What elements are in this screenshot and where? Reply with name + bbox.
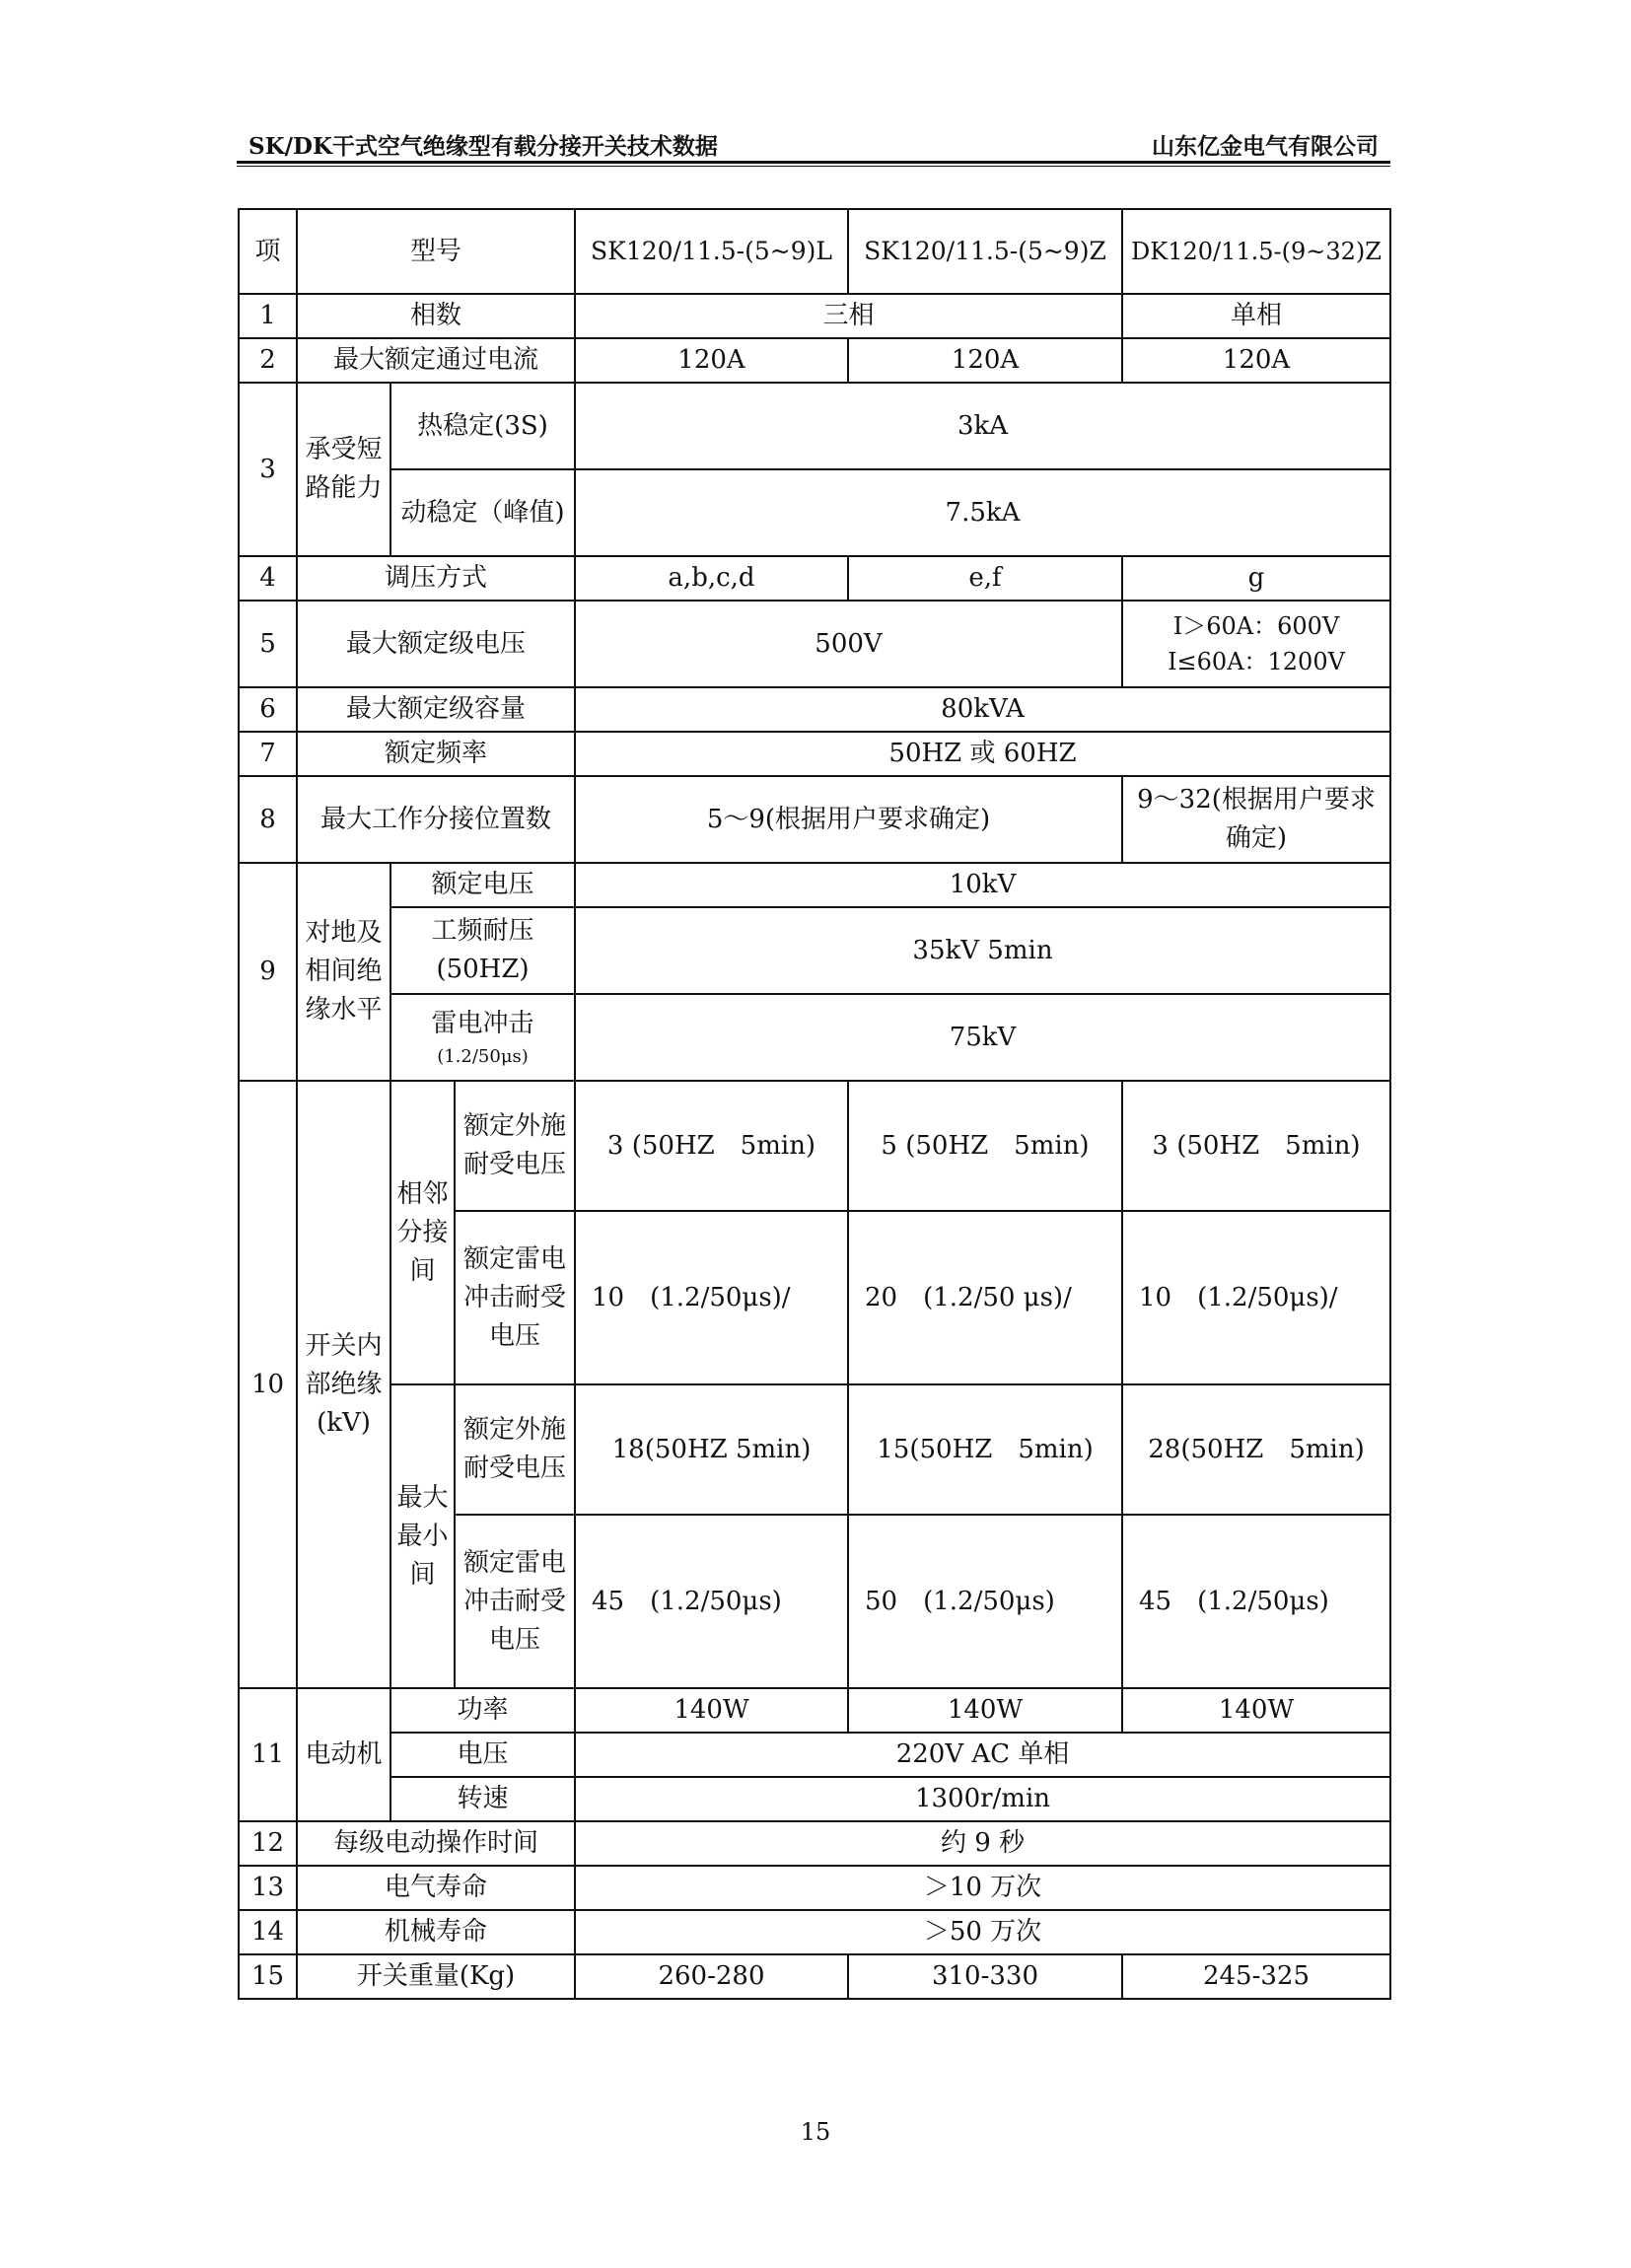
row-group-label: 开关内部绝缘(kV) <box>297 1081 390 1688</box>
cell-value: ＞10 万次 <box>575 1866 1390 1910</box>
table-row <box>239 1777 1390 1821</box>
row-number: 8 <box>239 776 297 863</box>
row-number: 12 <box>239 1821 297 1866</box>
cell-value: 18(50HZ 5min) <box>575 1384 848 1515</box>
row-number: 1 <box>239 294 297 338</box>
cell-value: 5 (50HZ 5min) <box>848 1081 1122 1211</box>
sub-group-label: 相邻分接间 <box>390 1081 455 1384</box>
row-number: 6 <box>239 687 297 732</box>
cell-value: 500V <box>575 601 1122 687</box>
row-label: 最大额定级电压 <box>297 601 575 687</box>
cell-value: 20 (1.2/50 μs)/ <box>848 1211 1122 1384</box>
row-number: 15 <box>239 1954 297 1999</box>
row-label: 开关重量(Kg) <box>297 1954 575 1999</box>
cell-value: 140W <box>848 1688 1122 1733</box>
cell-value: 10 (1.2/50μs)/ <box>1122 1211 1390 1384</box>
table-row <box>239 338 1390 383</box>
sub-label: 电压 <box>390 1733 575 1777</box>
header-item: 项 <box>239 209 297 294</box>
row-label: 电气寿命 <box>297 1866 575 1910</box>
cell-value: a,b,c,d <box>575 556 848 601</box>
cell-value: 9～32(根据用户要求确定) <box>1122 776 1390 863</box>
table-row <box>239 1821 1390 1866</box>
sub-label: 功率 <box>390 1688 575 1733</box>
table-row <box>239 383 1390 469</box>
sub-label: 动稳定（峰值) <box>390 469 575 556</box>
row-group-label: 电动机 <box>297 1688 390 1821</box>
table-row <box>239 1688 1390 1733</box>
row-label: 调压方式 <box>297 556 575 601</box>
phase-single: 单相 <box>1122 294 1390 338</box>
header-model: 型号 <box>297 209 575 294</box>
cell-value: 140W <box>1122 1688 1390 1733</box>
cell-value: 10 (1.2/50μs)/ <box>575 1211 848 1384</box>
page-number: 15 <box>800 2118 831 2146</box>
cell-value: 120A <box>848 338 1122 383</box>
row-number: 9 <box>239 863 297 1081</box>
cell-value: 7.5kA <box>575 469 1390 556</box>
cell-value: 10kV <box>575 863 1390 907</box>
row-label: 最大额定级容量 <box>297 687 575 732</box>
sub-label: 额定雷电冲击耐受电压 <box>455 1515 575 1688</box>
lightning-label: 雷电冲击 <box>431 1009 534 1038</box>
sub-label: 额定雷电冲击耐受电压 <box>455 1211 575 1384</box>
table-row <box>239 687 1390 732</box>
phase-three: 三相 <box>575 294 1122 338</box>
cell-value: 45 (1.2/50μs) <box>1122 1515 1390 1688</box>
header-rule <box>237 161 1390 164</box>
sub-label: 工频耐压(50HZ) <box>390 907 575 994</box>
row-label: 每级电动操作时间 <box>297 1821 575 1866</box>
cell-value: 245-325 <box>1122 1954 1390 1999</box>
row-label: 机械寿命 <box>297 1910 575 1954</box>
row-label: 相数 <box>297 294 575 338</box>
cell-value: 75kV <box>575 994 1390 1081</box>
row-label: 最大额定通过电流 <box>297 338 575 383</box>
row-group-label: 对地及相间绝缘水平 <box>297 863 390 1081</box>
document-title: SK/DK干式空气绝缘型有载分接开关技术数据 <box>248 133 718 160</box>
sub-label: 额定电压 <box>390 863 575 907</box>
lightning-note: (1.2/50μs) <box>437 1046 529 1067</box>
sub-label: 额定外施耐受电压 <box>455 1384 575 1515</box>
spec-table <box>238 208 1391 2000</box>
table-row <box>239 1954 1390 1999</box>
cell-value: 220V AC 单相 <box>575 1733 1390 1777</box>
cell-value: 80kVA <box>575 687 1390 732</box>
cell-value: 260-280 <box>575 1954 848 1999</box>
cell-value: 310-330 <box>848 1954 1122 1999</box>
header-model-3: DK120/11.5-(9~32)Z <box>1122 209 1390 294</box>
header-model-2: SK120/11.5-(5~9)Z <box>848 209 1122 294</box>
table-row <box>239 732 1390 776</box>
cell-value: 28(50HZ 5min) <box>1122 1384 1390 1515</box>
cell-value: 1300r/min <box>575 1777 1390 1821</box>
sub-label <box>390 994 575 1081</box>
table-row <box>239 1733 1390 1777</box>
cell-value: I＞60A：600V I≤60A：1200V <box>1122 601 1390 687</box>
cell-value: 3kA <box>575 383 1390 469</box>
row-number: 5 <box>239 601 297 687</box>
row-number: 2 <box>239 338 297 383</box>
row-label: 额定频率 <box>297 732 575 776</box>
sub-label: 转速 <box>390 1777 575 1821</box>
table-row <box>239 863 1390 907</box>
table-row <box>239 776 1390 863</box>
row-label: 最大工作分接位置数 <box>297 776 575 863</box>
row-number: 11 <box>239 1688 297 1821</box>
table-row <box>239 469 1390 556</box>
row-number: 14 <box>239 1910 297 1954</box>
cell-value: 3 (50HZ 5min) <box>1122 1081 1390 1211</box>
row-number: 10 <box>239 1081 297 1688</box>
header-model-1: SK120/11.5-(5~9)L <box>575 209 848 294</box>
cell-value: 约 9 秒 <box>575 1821 1390 1866</box>
cell-value: 5～9(根据用户要求确定) <box>575 776 1122 863</box>
cell-value: e,f <box>848 556 1122 601</box>
table-row <box>239 1866 1390 1910</box>
sub-label: 热稳定(3S) <box>390 383 575 469</box>
table-row <box>239 1081 1390 1211</box>
cell-value: 45 (1.2/50μs) <box>575 1515 848 1688</box>
header-rule-thin <box>237 166 1390 167</box>
sub-group-label: 最大最小间 <box>390 1384 455 1688</box>
table-row <box>239 907 1390 994</box>
cell-value: 50 (1.2/50μs) <box>848 1515 1122 1688</box>
cell-value: 140W <box>575 1688 848 1733</box>
table-row <box>239 294 1390 338</box>
cell-value: g <box>1122 556 1390 601</box>
company-name: 山东亿金电气有限公司 <box>1152 133 1379 160</box>
cell-value: 120A <box>1122 338 1390 383</box>
table-row <box>239 994 1390 1081</box>
cell-value: 50HZ 或 60HZ <box>575 732 1390 776</box>
table-header-row <box>239 209 1390 294</box>
table-row <box>239 601 1390 687</box>
row-number: 7 <box>239 732 297 776</box>
row-number: 13 <box>239 1866 297 1910</box>
sub-label: 额定外施耐受电压 <box>455 1081 575 1211</box>
table-row <box>239 1910 1390 1954</box>
cell-value: 15(50HZ 5min) <box>848 1384 1122 1515</box>
table-row <box>239 1384 1390 1515</box>
row-number: 4 <box>239 556 297 601</box>
row-number: 3 <box>239 383 297 556</box>
page-header <box>237 124 1390 160</box>
cell-value: 3 (50HZ 5min) <box>575 1081 848 1211</box>
cell-value: 35kV 5min <box>575 907 1390 994</box>
cell-value: 120A <box>575 338 848 383</box>
row-group-label: 承受短路能力 <box>297 383 390 556</box>
cell-value: ＞50 万次 <box>575 1910 1390 1954</box>
table-row <box>239 556 1390 601</box>
